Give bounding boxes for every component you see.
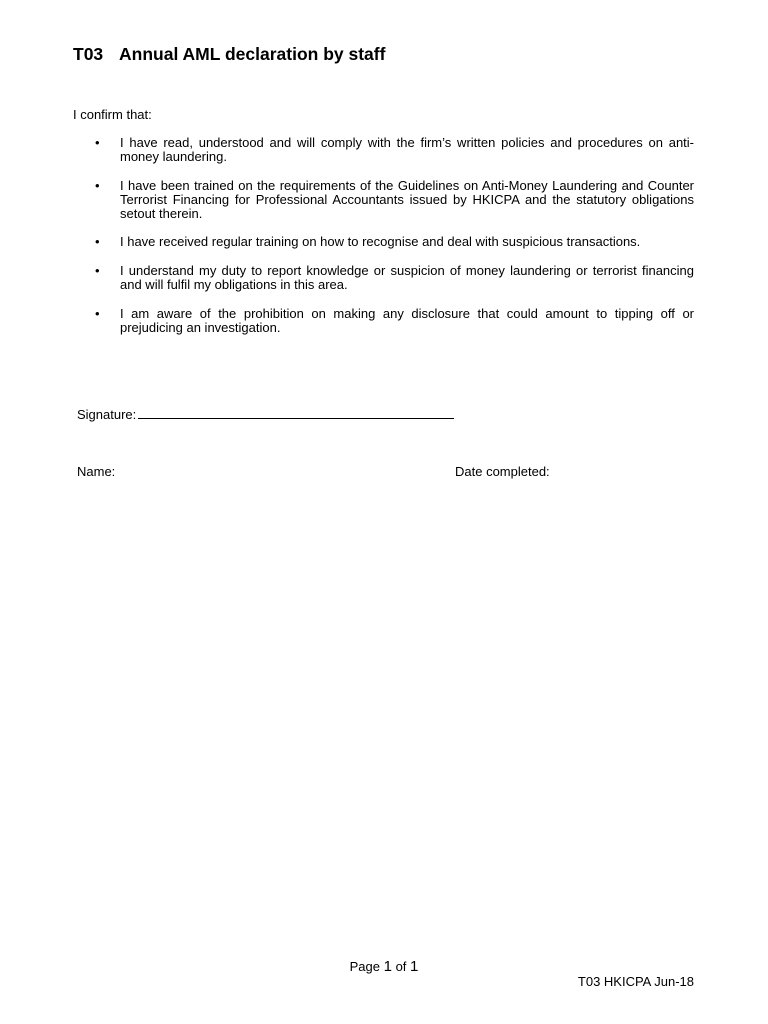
date-completed-label: Date completed: [455,464,550,479]
page-total: 1 [410,958,419,975]
declaration-text: I understand my duty to report knowledge or suspicion of money laundering or terrorist financing and will fulfil my obligations in this area. [120,263,694,292]
declaration-text: I have received regular training on how to recognise and deal with suspicious transactions. [120,234,641,249]
page-number [0,958,768,975]
bullet-icon: • [95,234,100,249]
name-label: Name: [77,464,116,479]
signature-line[interactable] [138,406,454,419]
page-title [73,44,385,65]
bullet-icon: • [95,306,100,321]
document-title: Annual AML declaration by staff [119,44,386,64]
signature-row [77,406,454,422]
intro-text: I confirm that: [73,107,152,122]
declaration-item [0,136,768,164]
of-word: of [395,959,407,974]
declaration-item [0,179,768,221]
signature-label: Signature: [77,407,137,422]
page-word: Page [349,959,380,974]
declaration-text: I have read, understood and will comply with the firm’s written policies and procedures on anti-money laundering. [120,135,694,164]
bullet-icon: • [95,178,100,193]
document-code: T03 [73,44,104,64]
page-current: 1 [383,958,392,975]
declaration-text: I have been trained on the requirements of the Guidelines on Anti-Money Laundering and Counter Terrorist Financing for Professional Accountants issued by HKICPA and the statutory obligations setout therein. [120,178,694,221]
document-reference: T03 HKICPA Jun-18 [577,974,694,989]
declaration-item [0,307,768,335]
declaration-item [0,235,768,249]
bullet-icon: • [95,135,100,150]
declaration-item [0,264,768,292]
bullet-icon: • [95,263,100,278]
declaration-text: I am aware of the prohibition on making any disclosure that could amount to tipping off or prejudicing an investigation. [120,306,694,335]
declaration-list [0,136,768,350]
